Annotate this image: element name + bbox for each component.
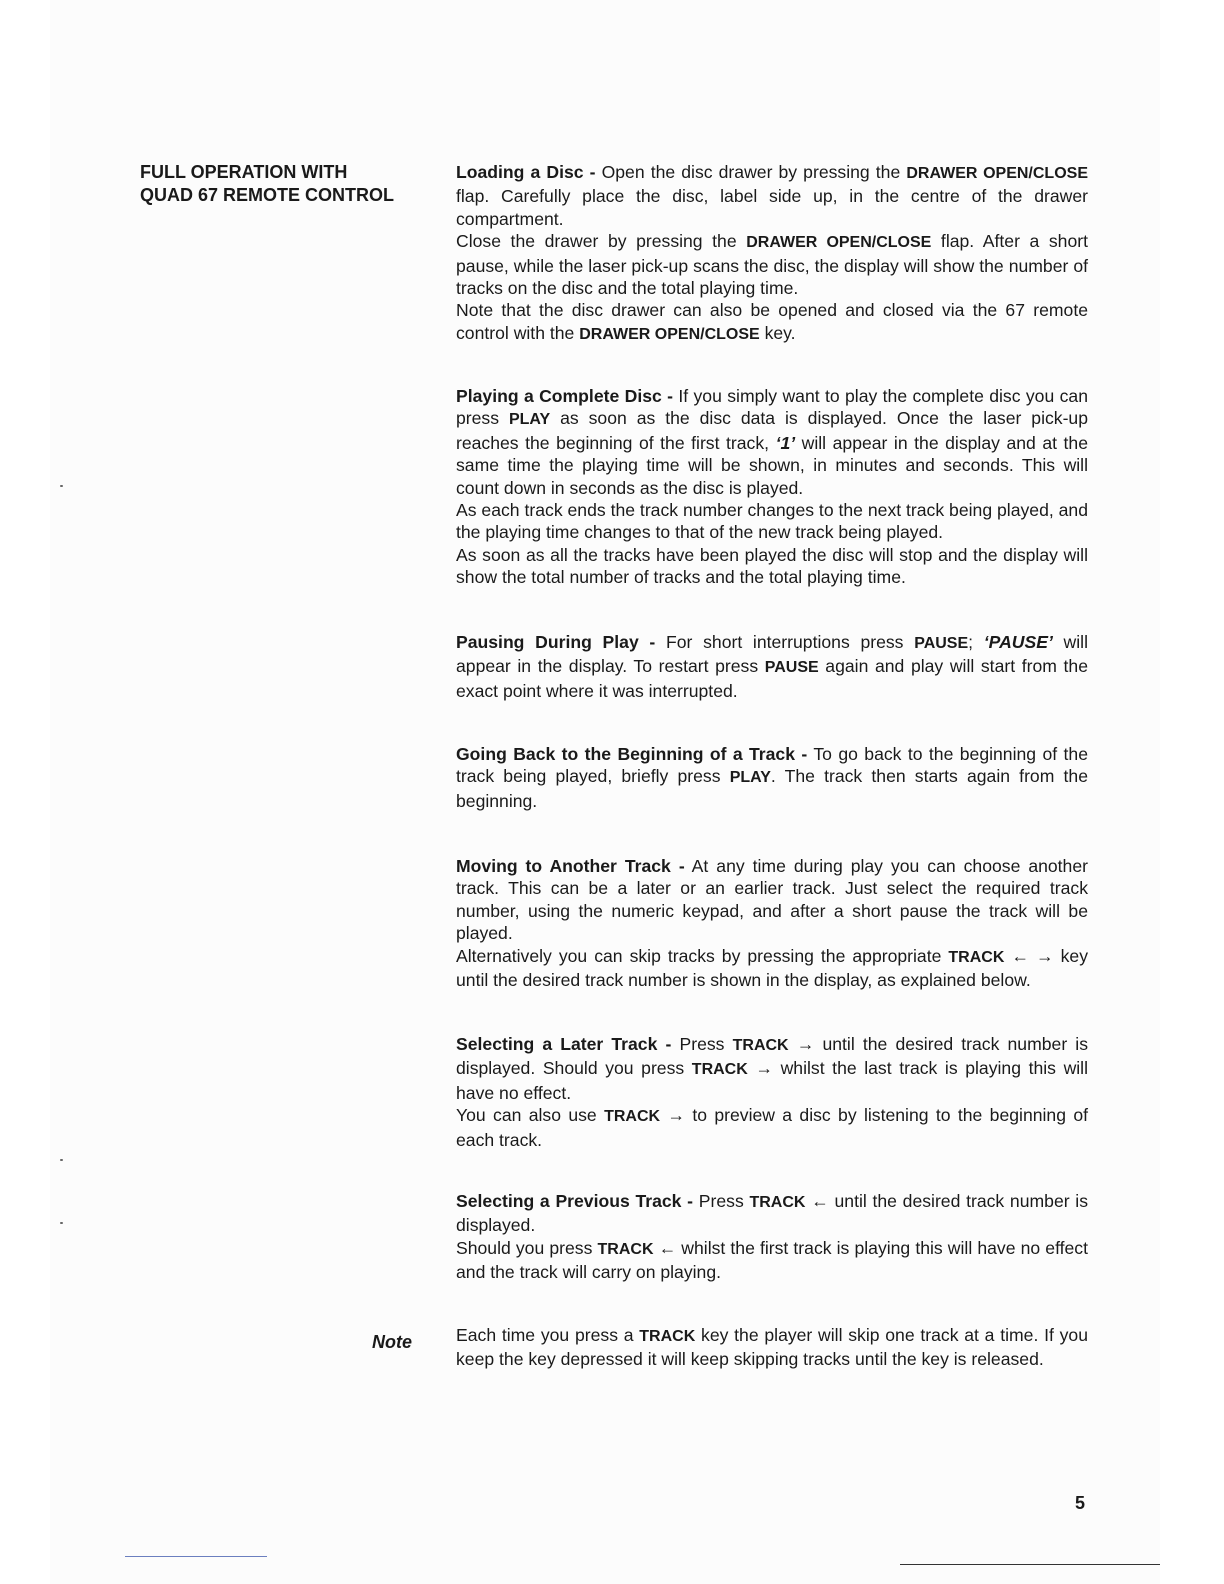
text: key. — [759, 322, 796, 343]
key-name: TRACK — [604, 1108, 661, 1126]
display-text: ‘PAUSE’ — [983, 632, 1053, 652]
text: For short interruptions press — [655, 632, 915, 652]
key-name: PLAY — [508, 411, 551, 429]
text: → to preview a disc by listening to the beginning of each track. — [456, 1105, 1089, 1150]
text: Should you press — [456, 1237, 598, 1258]
section-heading — [140, 161, 394, 207]
text: as soon as the disc data is displayed. Once the laser pick-up reaches the beginning of the first track, — [456, 408, 1088, 453]
text: → whilst the last track is playing this will have no effect. — [456, 1058, 1089, 1103]
note-label: Note — [372, 1332, 412, 1352]
scan-edge-line — [900, 1564, 1160, 1565]
heading-line-1: FULL OPERATION WITH — [140, 162, 348, 182]
text: again and play will start from the exact point where it was interrupted. — [456, 656, 1088, 701]
text: You can also use — [456, 1105, 605, 1126]
text: will appear in the display. To restart press — [456, 632, 1088, 677]
scan-edge-line — [125, 1556, 267, 1557]
paragraph-title: Selecting a Later Track - — [456, 1034, 672, 1054]
text: If you simply want to play the complete disc you can press — [456, 386, 1088, 429]
text: Press — [671, 1034, 733, 1054]
key-name: PAUSE — [764, 659, 819, 677]
paragraph-playing-a-complete-disc — [456, 385, 1088, 589]
key-name: PAUSE — [914, 635, 969, 652]
text: Close the drawer by pressing the — [456, 231, 747, 252]
paragraph-loading-a-disc — [456, 161, 1088, 346]
text: Press — [693, 1191, 750, 1211]
text: ← → key until the desired track number is shown in the display, as explained below. — [456, 945, 1088, 991]
paragraph-selecting-later-track — [456, 1033, 1088, 1151]
page-number: 5 — [1075, 1493, 1086, 1513]
paragraph-title: Going Back to the Beginning of a Track - — [456, 744, 808, 764]
text: Note that the disc drawer can also be opened and closed via the 67 remote control with the — [456, 300, 1088, 343]
text: ← until the desired track number is displayed. — [456, 1191, 1089, 1236]
paragraph-title: Loading a Disc - — [456, 162, 596, 182]
text: → until the desired track number is displayed. Should you press — [456, 1034, 1089, 1079]
text: As soon as all the tracks have been played the disc will stop and the display will show the total number of tracks and the total playing time. — [456, 544, 1088, 588]
text: Open the disc drawer by pressing the — [595, 162, 907, 182]
key-name: TRACK — [732, 1037, 789, 1054]
paragraph-moving-to-another-track — [456, 855, 1088, 991]
paragraph-pausing-during-play — [456, 631, 1088, 702]
text: key the player will skip one track at a time. If you keep the key depressed it will keep skipping tracks until the key is released. — [456, 1325, 1088, 1370]
text: As each track ends the track number changes to the next track being played, and the playing time changes to that of the new track being played. — [456, 500, 1088, 543]
key-name: DRAWER OPEN/CLOSE — [906, 165, 1088, 182]
paragraph-title: Selecting a Previous Track - — [456, 1191, 694, 1211]
text: To go back to the beginning of the track being played, briefly press — [456, 744, 1088, 787]
manual-page — [50, 0, 1160, 1584]
text: Each time you press a — [456, 1325, 640, 1345]
text: . The track then starts again from the beginning. — [456, 766, 1088, 811]
text: At any time during play you can choose another track. This can be a later or an earlier track. Just select the required track number, using the numeric keypad, and after a short pause the track will be played. — [456, 856, 1088, 944]
paragraph-title: Moving to Another Track - — [456, 856, 685, 876]
scan-speck — [60, 1222, 63, 1224]
paragraph-title: Playing a Complete Disc - — [456, 386, 673, 406]
key-name: TRACK — [948, 948, 1005, 966]
key-name: TRACK — [639, 1328, 696, 1345]
display-text: ‘1’ — [775, 432, 796, 453]
key-name: TRACK — [749, 1194, 806, 1211]
paragraph-going-back — [456, 743, 1088, 812]
paragraph-title: Pausing During Play - — [456, 632, 656, 652]
text: ← whilst the first track is playing this will have no effect and the track will carry on playing. — [456, 1237, 1088, 1283]
key-name: TRACK — [691, 1061, 748, 1079]
text: Alternatively you can skip tracks by pressing the appropriate — [456, 945, 949, 966]
key-name: PLAY — [729, 769, 771, 787]
paragraph-selecting-previous-track — [456, 1190, 1088, 1284]
key-name: DRAWER OPEN/CLOSE — [746, 234, 932, 252]
key-name: TRACK — [597, 1240, 654, 1258]
scan-speck — [60, 485, 63, 487]
key-name: DRAWER OPEN/CLOSE — [579, 325, 760, 343]
text: flap. After a short pause, while the laser pick-up scans the disc, the display will show the number of tracks on the disc and the total playing time. — [456, 231, 1088, 299]
text: flap. Carefully place the disc, label side up, in the centre of the drawer compartment. — [456, 186, 1088, 229]
paragraph-note — [456, 1324, 1088, 1371]
text: ; — [968, 632, 984, 652]
scan-speck — [60, 1159, 63, 1161]
text: will appear in the display and at the same time the playing time will be shown, in minutes and seconds. This will count down in seconds as the disc is played. — [456, 432, 1088, 498]
heading-line-2: QUAD 67 REMOTE CONTROL — [140, 185, 395, 205]
